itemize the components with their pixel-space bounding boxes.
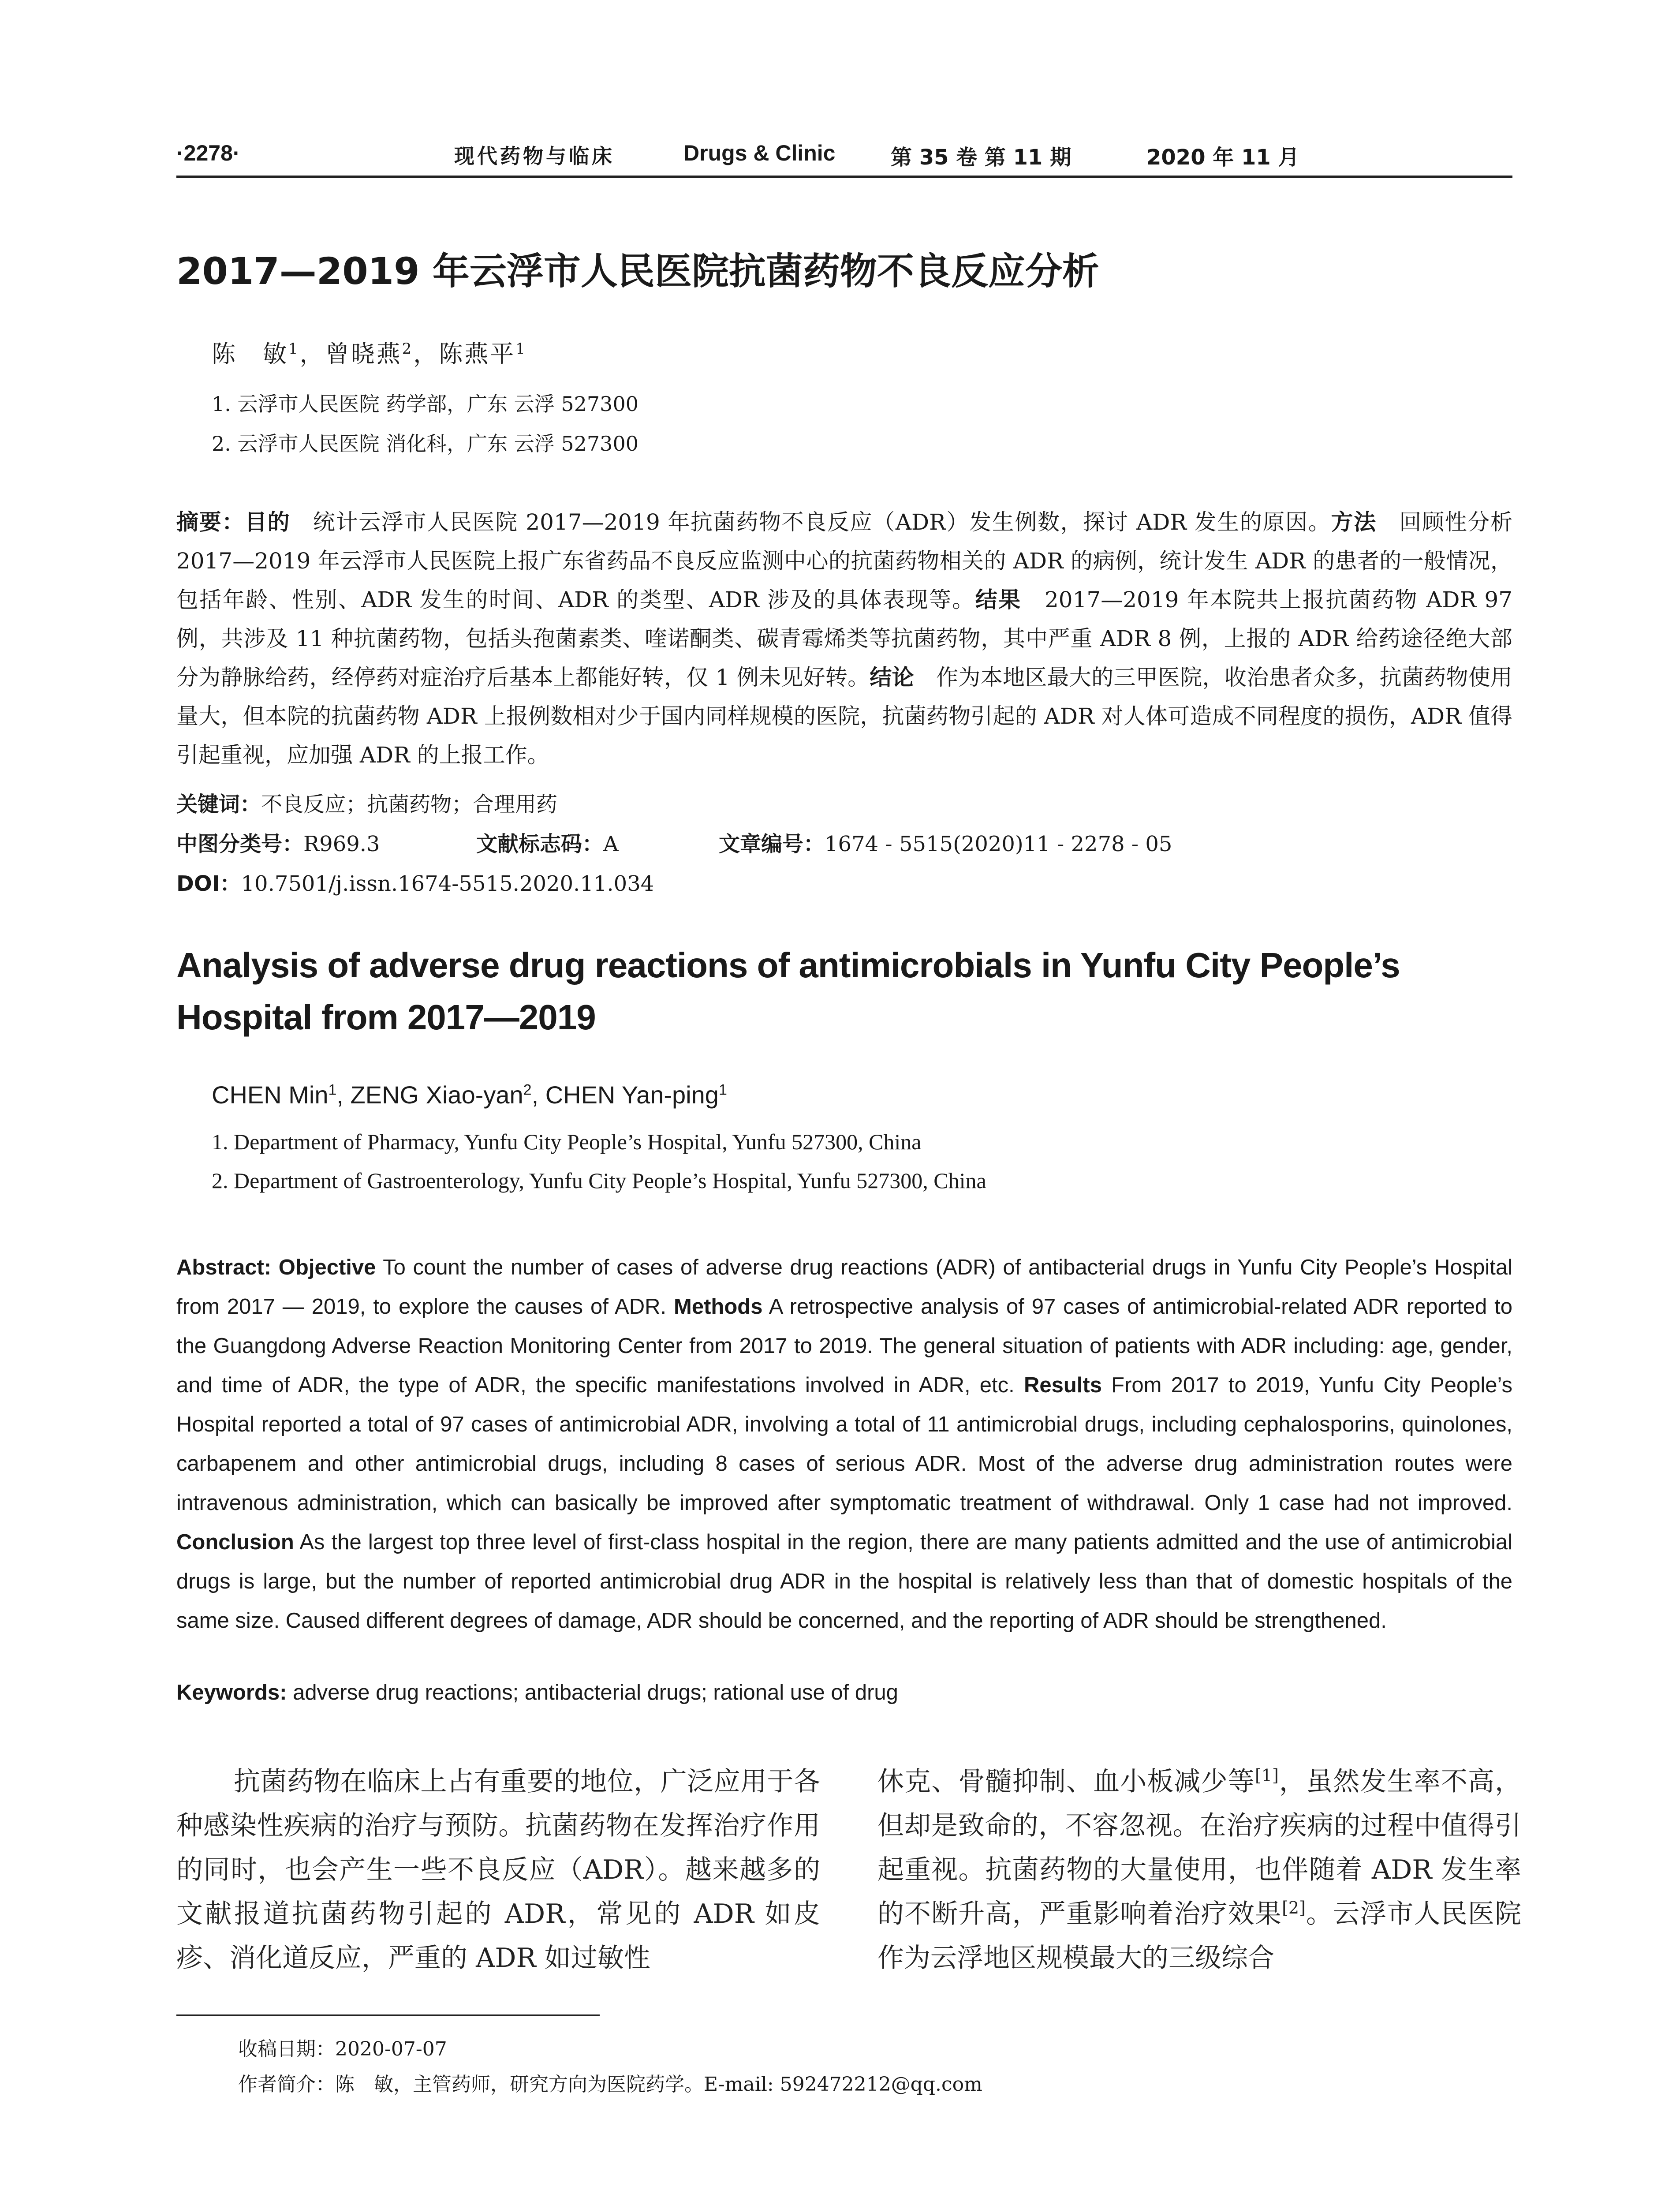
- methods-label: 方法: [1331, 509, 1377, 535]
- conclusion-text: 作为本地区最大的三甲医院，收治患者众多，抗菌药物使用量大，但本院的抗菌药物 ADR 上报例数相对少于国内同样规模的医院，抗菌药物引起的 ADR 对人体可造成不同程度的损伤，ADR 值得引起重视，应加强 ADR 的上报工作。: [176, 665, 1512, 768]
- author-name: 陈 敏: [212, 340, 288, 368]
- affiliation-mark: 1: [718, 1081, 727, 1099]
- objective-text: 统计云浮市人民医院 2017—2019 年抗菌药物不良反应（ADR）发生例数，探讨 ADR 发生的原因。: [290, 509, 1331, 535]
- citation-ref[interactable]: [2]: [1282, 1898, 1306, 1917]
- body-column-right: [877, 1760, 1521, 1980]
- conclusion-label: 结论: [870, 665, 914, 690]
- clc-label: 中图分类号：: [176, 832, 304, 856]
- doc-code-value: A: [603, 832, 619, 856]
- body-text: 休克、骨髓抑制、血小板减少等: [877, 1766, 1255, 1797]
- author-name: , ZENG Xiao-yan: [336, 1081, 523, 1109]
- citation-ref[interactable]: [1]: [1254, 1766, 1279, 1785]
- doi-value: 10.7501/j.issn.1674-5515.2020.11.034: [241, 871, 654, 896]
- keywords-value: adverse drug reactions; antibacterial drugs; rational use of drug: [287, 1681, 898, 1704]
- author-name: CHEN Min: [212, 1081, 329, 1109]
- body-text: 。云浮市人民医院作为云浮地区规模最大的三级综合: [877, 1899, 1522, 1973]
- body-column-left: 抗菌药物在临床上占有重要的地位，广泛应用于各种感染性疾病的治疗与预防。抗菌药物在发挥治疗作用的同时，也会产生一些不良反应（ADR）。越来越多的文献报道抗菌药物引起的 ADR，常见的 ADR 如皮疹、消化道反应，严重的 ADR 如过敏性: [176, 1766, 820, 1973]
- body-text: ，虽然发生率不高，但却是致命的，不容忽视。在治疗疾病的过程中值得引起重视。抗菌药物的大量使用，也伴随着 ADR 发生率的不断升高，严重影响着治疗效果: [877, 1766, 1522, 1929]
- affiliation-en: 1. Department of Pharmacy, Yunfu City People’s Hospital, Yunfu 527300, China: [212, 1129, 922, 1154]
- article-title-en: Analysis of adverse drug reactions of antimicrobials in Yunfu City People’s Hospital from 2017—2019: [176, 946, 1400, 1037]
- classification-line: [176, 827, 1512, 857]
- abstract-label: Abstract:: [176, 1256, 272, 1279]
- abstract-label: 摘要：: [176, 509, 245, 535]
- received-date: 收稿日期：2020-07-07: [238, 2038, 447, 2060]
- page-number: ·2278·: [176, 141, 240, 165]
- abstract-zh: [176, 503, 1512, 774]
- article-number-label: 文章编号：: [719, 832, 825, 856]
- conclusion-text: As the largest top three level of first-class hospital in the region, there are many patients admitted and the use of antimicrobial drugs is large, but the number of reported antimicrobial drug ADR in the hospital is relatively less than that of domestic hospitals of the same size. Caused different degrees of damage, ADR should be concerned, and the reporting of ADR should be strengthened.: [176, 1530, 1512, 1633]
- affiliation-zh: 2. 云浮市人民医院 消化科，广东 云浮 527300: [212, 432, 638, 456]
- author-name: ，陈燕平: [413, 340, 516, 368]
- methods-text: A retrospective analysis of 97 cases of antimicrobial-related ADR reported to the Guangdong Adverse Reaction Monitoring Center from 2017 to 2019. The general situation of patients with ADR including: age, gender, and time of ADR, the type of ADR, the specific manifestations involved in ADR, etc.: [176, 1295, 1512, 1397]
- objective-label: 目的: [244, 509, 291, 535]
- affiliation-mark: 1: [328, 1081, 337, 1099]
- keywords-label: Keywords:: [176, 1681, 287, 1704]
- doc-code-label: 文献标志码：: [476, 832, 604, 856]
- objective-text: To count the number of cases of adverse drug reactions (ADR) of antibacterial drugs in Yunfu City People’s Hospital from 2017 — 2019, to explore the causes of ADR.: [176, 1256, 1512, 1319]
- keywords-value: 不良反应；抗菌药物；合理用药: [261, 792, 558, 817]
- affiliation-mark: 2: [523, 1081, 532, 1099]
- affiliation-mark: 1: [515, 340, 527, 358]
- methods-label: Methods: [674, 1295, 763, 1319]
- journal-name-zh: 现代药物与临床: [454, 144, 615, 168]
- results-text: From 2017 to 2019, Yunfu City People’s Hospital reported a total of 97 cases of antimicrobial ADR, involving a total of 11 antimicrobial drugs, including cephalosporins, quinolones, carbapenem and other antimicrobial drugs, including 8 cases of serious ADR. Most of the adverse drug administration routes were intravenous administration, which can basically be improved after symptomatic treatment of withdrawal. Only 1 case had not improved.: [176, 1373, 1512, 1515]
- abstract-en: [176, 1248, 1512, 1641]
- volume-issue: 第 35 卷 第 11 期: [891, 145, 1071, 170]
- doi-line: [176, 867, 654, 897]
- affiliation-mark: 2: [402, 340, 414, 358]
- affiliation-mark: 1: [288, 340, 300, 358]
- issue-date: 2020 年 11 月: [1146, 145, 1299, 170]
- affiliation-en: 2. Department of Gastroenterology, Yunfu City People’s Hospital, Yunfu 527300, China: [212, 1168, 986, 1193]
- clc-value: R969.3: [303, 832, 380, 856]
- article-title-zh: 2017—2019 年云浮市人民医院抗菌药物不良反应分析: [176, 250, 1099, 293]
- author-bio: 作者简介：陈 敏，主管药师，研究方向为医院药学。E-mail: 592472212@qq.com: [238, 2073, 982, 2096]
- keywords-label: 关键词：: [176, 792, 261, 817]
- author-name: ，曾晓燕: [299, 340, 402, 368]
- author-list-zh: [212, 335, 527, 369]
- keywords-en: [176, 1680, 898, 1705]
- doi-label: DOI：: [176, 871, 241, 896]
- methods-text: 回顾性分析 2017—2019 年云浮市人民医院上报广东省药品不良反应监测中心的抗菌药物相关的 ADR 的病例，统计发生 ADR 的患者的一般情况，包括年龄、性别、ADR 发生的时间、ADR 的类型、ADR 涉及的具体表现等。: [176, 509, 1513, 613]
- results-label: 结果: [975, 587, 1022, 613]
- conclusion-label: Conclusion: [176, 1530, 294, 1554]
- article-number-value: 1674 - 5515(2020)11 - 2278 - 05: [825, 832, 1172, 856]
- journal-name-en: Drugs & Clinic: [683, 141, 836, 165]
- header-rule: [176, 176, 1512, 178]
- objective-label: Objective: [278, 1256, 376, 1279]
- results-text: 2017—2019 年本院共上报抗菌药物 ADR 97 例，共涉及 11 种抗菌药物，包括头孢菌素类、喹诺酮类、碳青霉烯类等抗菌药物，其中严重 ADR 8 例，上报的 ADR 给药途径绝大部分为静脉给药，经停药对症治疗后基本上都能好转，仅 1 例未见好转。: [176, 587, 1513, 690]
- keywords-zh: [176, 787, 557, 818]
- affiliation-zh: 1. 云浮市人民医院 药学部，广东 云浮 527300: [212, 392, 638, 416]
- running-header: [176, 140, 1512, 176]
- author-list-en: [212, 1080, 727, 1109]
- footnote-rule: [176, 2014, 600, 2016]
- author-name: , CHEN Yan-ping: [531, 1081, 719, 1109]
- results-label: Results: [1023, 1373, 1102, 1397]
